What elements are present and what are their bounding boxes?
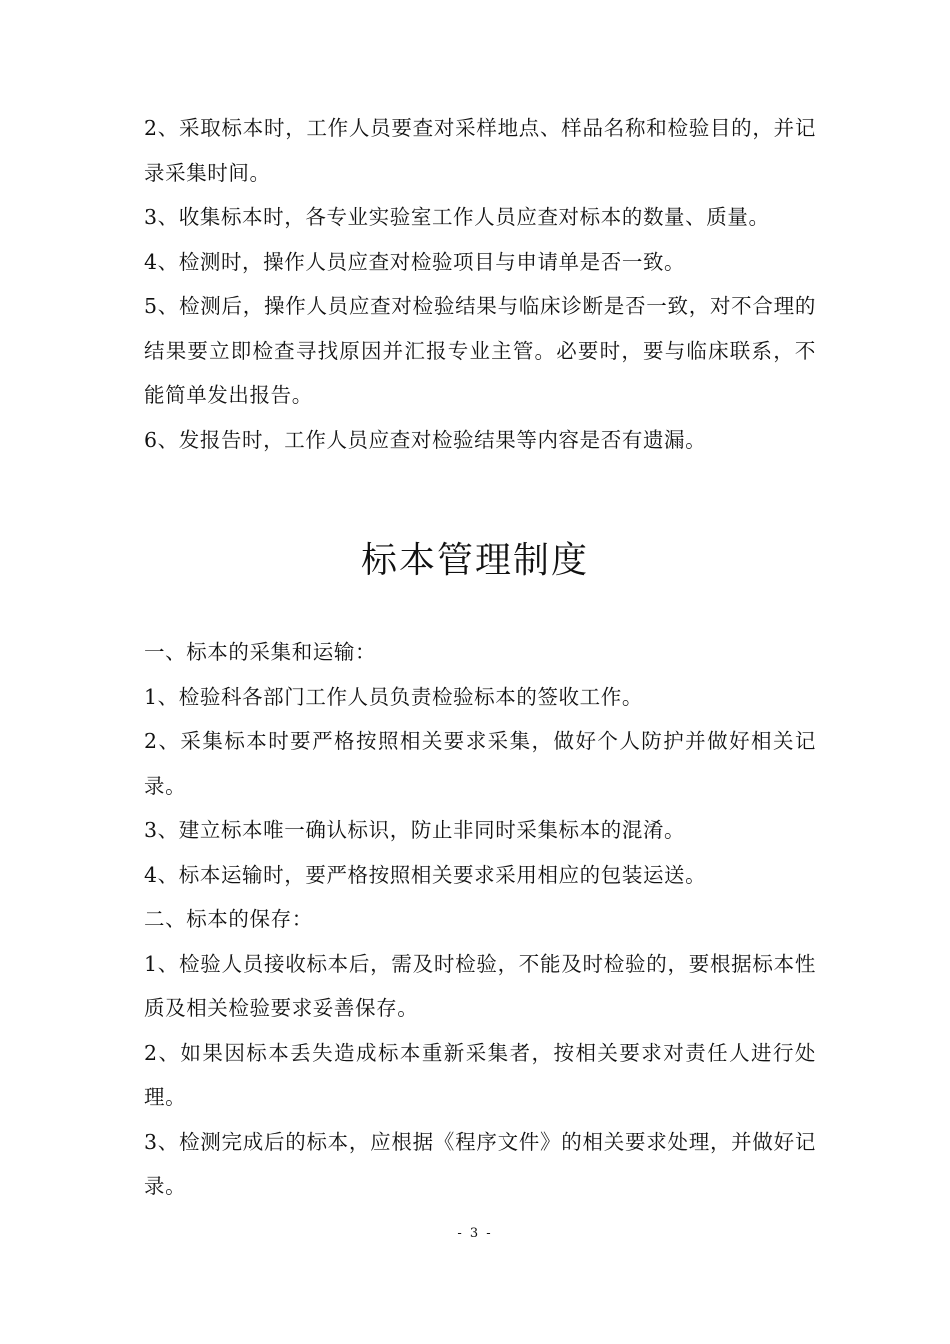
paragraph-storage-1: 1、检验人员接收标本后，需及时检验，不能及时检验的，要根据标本性质及相关检验要求妥善保存。 [144, 951, 816, 1020]
page-number: - 3 - [457, 1226, 493, 1241]
paragraph-storage-2: 2、如果因标本丢失造成标本重新采集者，按相关要求对责任人进行处理。 [144, 1040, 816, 1109]
section-title: 标本管理制度 [360, 540, 589, 581]
paragraph-item-4: 4、检测时，操作人员应查对检验项目与申请单是否一致。 [144, 249, 686, 274]
paragraph-collection-2: 2、采集标本时要严格按照相关要求采集，做好个人防护并做好相关记录。 [144, 729, 816, 798]
paragraph-storage-3: 3、检测完成后的标本，应根据《程序文件》的相关要求处理，并做好记录。 [144, 1129, 816, 1198]
paragraph-collection-4: 4、标本运输时，要严格按照相关要求采用相应的包装运送。 [144, 862, 707, 887]
paragraph-item-5: 5、检测后，操作人员应查对检验结果与临床诊断是否一致，对不合理的结果要立即检查寻找原因并汇报专业主管。必要时，要与临床联系，不能简单发出报告。 [144, 294, 816, 407]
specimen-management-body [144, 630, 816, 1209]
paragraph-item-2: 2、采取标本时，工作人员要查对采样地点、样品名称和检验目的，并记录采集时间。 [144, 116, 816, 185]
paragraph-item-6: 6、发报告时，工作人员应查对检验结果等内容是否有遗漏。 [144, 427, 707, 452]
previous-section-body [144, 106, 816, 462]
heading-collection-transport: 一、标本的采集和运输： [144, 640, 377, 664]
paragraph-item-3: 3、收集标本时，各专业实验室工作人员应查对标本的数量、质量。 [144, 205, 770, 229]
paragraph-collection-1: 1、检验科各部门工作人员负责检验标本的签收工作。 [144, 684, 643, 709]
paragraph-collection-3: 3、建立标本唯一确认标识，防止非同时采集标本的混淆。 [144, 818, 686, 842]
heading-storage: 二、标本的保存： [144, 907, 313, 931]
